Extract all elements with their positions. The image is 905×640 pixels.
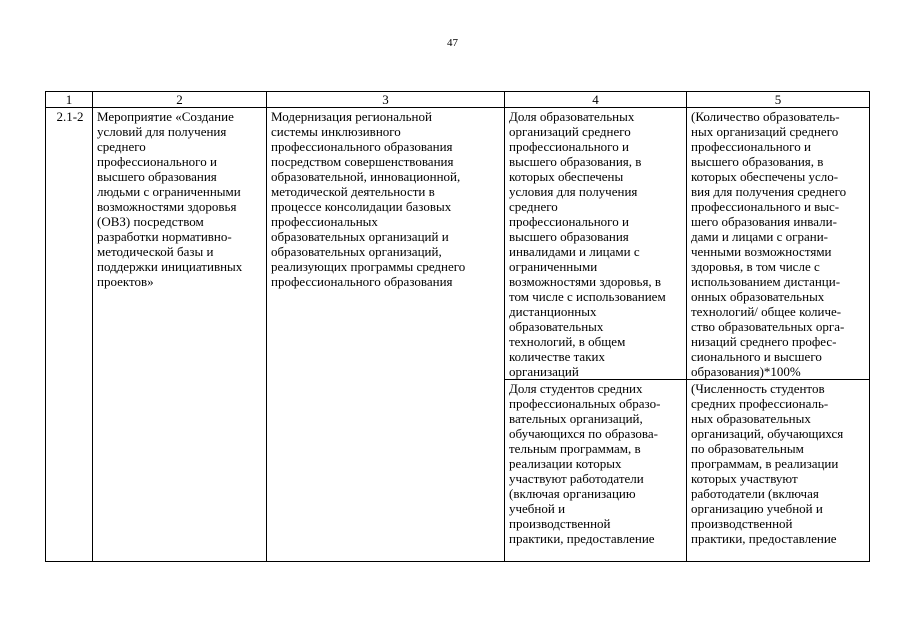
table-row: [46, 108, 870, 380]
column-header-2: 2: [93, 92, 267, 108]
column-header-5: 5: [687, 92, 870, 108]
description-cell: Модернизация региональной системы инклюзивного профессионального образования посредством совершенствования образовательной, инновационной, методической деятельности в процессе консолидации базовых профессиональных образовательных организаций и образовательных организаций, реализующих программы среднего профессионального образования: [267, 108, 505, 562]
table-header-row: [46, 92, 870, 108]
column-header-3: 3: [267, 92, 505, 108]
page-number: 47: [447, 37, 458, 49]
indicator-formula-cell: (Количество образователь- ных организаций среднего профессионального и высшего образования, в которых обеспечены усло- вия для получения среднего профессионального и выс- шего образования инвали- дами и лицами с ограни- ченными возможностями здоровья, в том числе с использованием дистанци- онных образовательных технологий/ общее количе- ство образовательных орга- низаций среднего профес- сионального и высшего образования)*100%: [687, 108, 870, 380]
indicator-name-cell: Доля образовательных организаций среднего профессионального и высшего образования, в которых обеспечены условия для получения среднего профессионального и высшего образования инвалидами и лицами с ограниченными возможностями здоровья, в том числе с использованием дистанционных образовательных технологий, в общем количестве таких организаций: [505, 108, 687, 380]
indicator-formula-cell: (Численность студентов средних профессиональ- ных образовательных организаций, обучающихся по образовательным программам, в реализации которых участвуют работодатели (включая организацию учебной и производственной практики, предоставление: [687, 380, 870, 562]
event-cell: Мероприятие «Создание условий для получения среднего профессионального и высшего образования людьми с ограниченными возможностями здоровья (ОВЗ) посредством разработки нормативно- методической базы и поддержки инициативных проектов»: [93, 108, 267, 562]
row-number: 2.1-2: [46, 108, 93, 562]
column-header-4: 4: [505, 92, 687, 108]
column-header-1: 1: [46, 92, 93, 108]
indicator-name-cell: Доля студентов средних профессиональных образо- вательных организаций, обучающихся по образова- тельным программам, в реализации которых участвуют работодатели (включая организацию учебной и производственной практики, предоставление: [505, 380, 687, 562]
indicators-table: [45, 91, 870, 562]
